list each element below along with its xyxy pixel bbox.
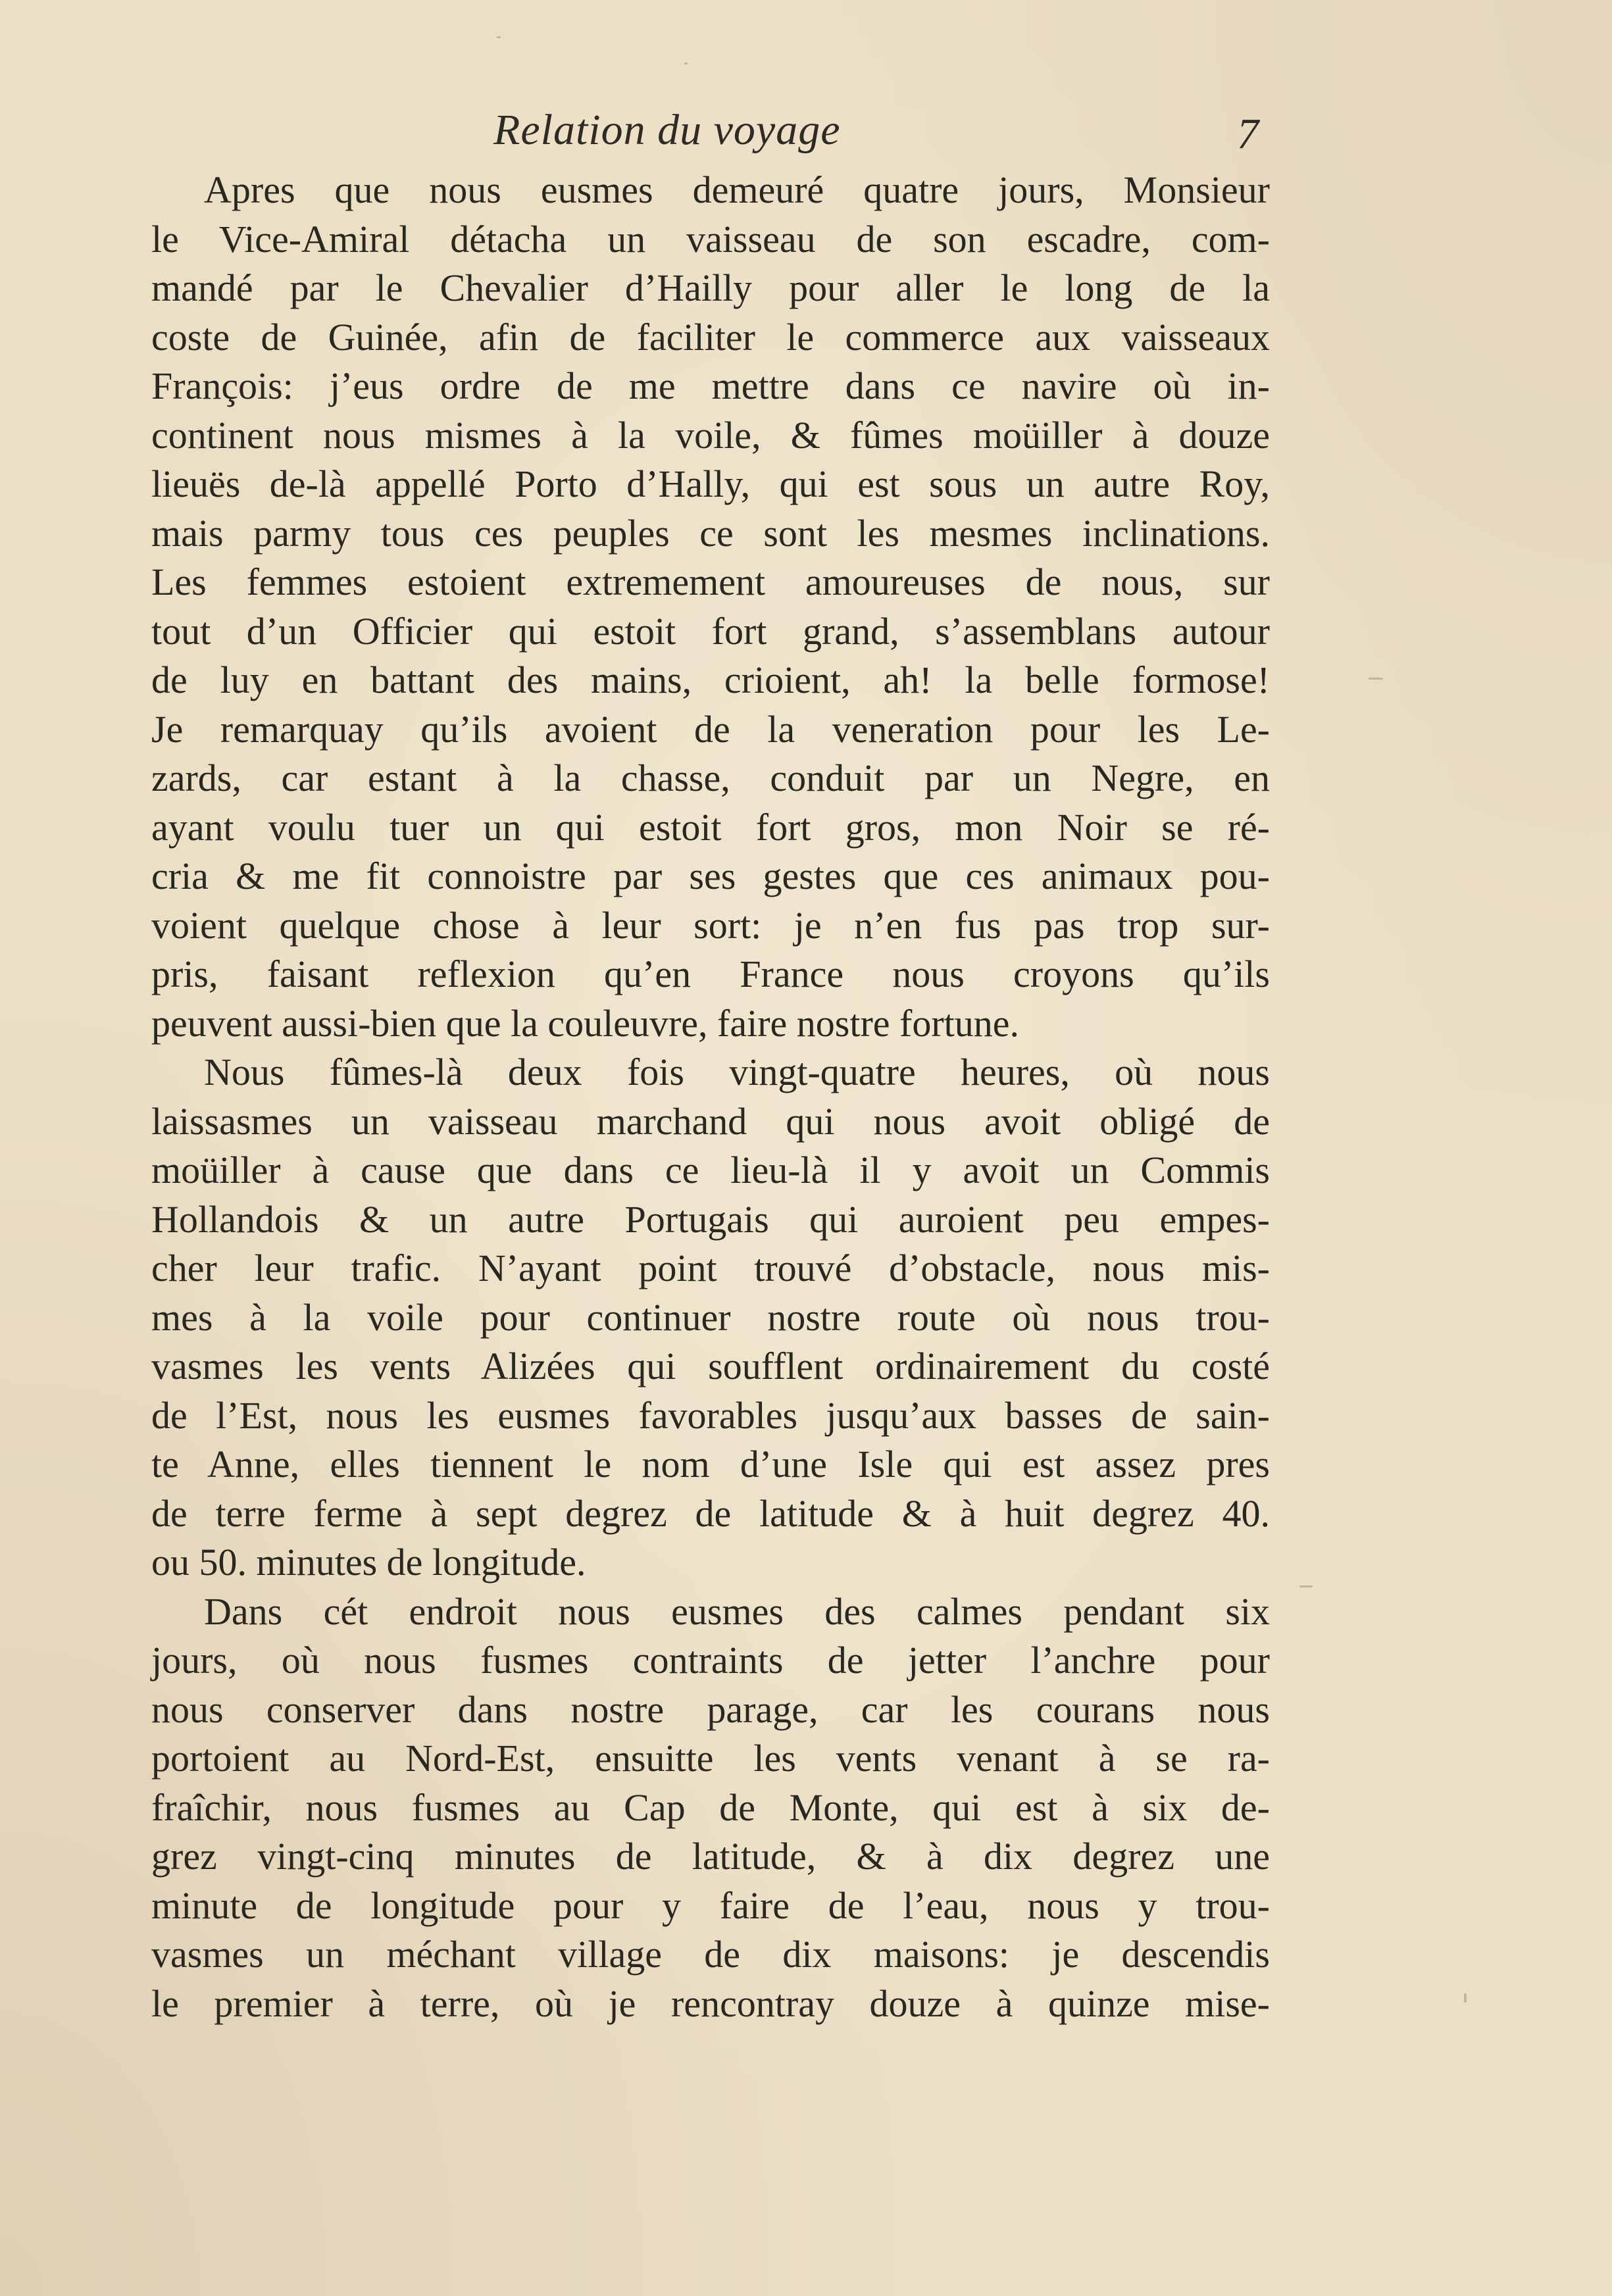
paper-speck [1299,1585,1313,1587]
text-line: pris, faisant reflexion qu’en France nous croyons qu’ils [151,953,1270,995]
text-line: minute de longitude pour y faire de l’eau, nous y trou- [151,1884,1270,1927]
text-line: voient quelque chose à leur sort: je n’en fus pas trop sur- [151,903,1270,947]
text-line: de terre ferme à sept degrez de latitude & à huit degrez 40. [151,1491,1270,1535]
text-line: moüiller à cause que dans ce lieu-là il y avoit un Commis [151,1149,1270,1191]
text-line: vasmes un méchant village de dix maisons: je descendis [151,1933,1270,1976]
text-line: tout d’un Officier qui estoit fort grand, s’assemblans autour [151,609,1270,653]
text-line: cria & me fit connoistre par ses gestes que ces animaux pou- [151,855,1270,897]
text-line: de luy en battant des mains, crioient, ah! la belle formose! [151,659,1270,701]
running-title: Relation du voyage [493,106,841,154]
text-line: cher leur trafic. N’ayant point trouvé d’obstacle, nous mis- [151,1247,1270,1289]
text-line: mes à la voile pour continuer nostre route où nous trou- [151,1295,1270,1339]
paper-speck [497,36,501,38]
text-line: Nous fûmes-là deux fois vingt-quatre heures, où nous [204,1051,1270,1093]
text-line: portoient au Nord-Est, ensuitte les vents venant à se ra- [151,1737,1270,1780]
text-line: fraîchir, nous fusmes au Cap de Monte, qui est à six de- [151,1785,1270,1829]
text-line: mais parmy tous ces peuples ce sont les mesmes inclinations. [151,511,1270,555]
paper-speck [1369,678,1383,680]
paper-speck [1464,1993,1467,2003]
text-line: te Anne, elles tiennent le nom d’une Isle qui est assez pres [151,1443,1270,1485]
text-line: François: j’eus ordre de me mettre dans ce navire où in- [151,364,1270,407]
text-line: Je remarquay qu’ils avoient de la veneration pour les Le- [151,707,1270,751]
text-line: nous conserver dans nostre parage, car les courans nous [151,1687,1270,1731]
text-line: lieuës de-là appellé Porto d’Hally, qui est sous un autre Roy, [151,462,1270,505]
text-line: continent nous mismes à la voile, & fûmes moüiller à douze [151,413,1270,457]
text-line: Apres que nous eusmes demeuré quatre jours, Monsieur [204,168,1270,211]
text-line: de l’Est, nous les eusmes favorables jusqu’aux basses de sain- [151,1393,1270,1437]
text-line: Hollandois & un autre Portugais qui auroient peu empes- [151,1197,1270,1241]
paper-speck [684,62,688,64]
text-line: ayant voulu tuer un qui estoit fort gros, mon Noir se ré- [151,805,1270,849]
text-line: zards, car estant à la chasse, conduit par un Negre, en [151,757,1270,799]
body-text [151,166,1270,2028]
text-line: jours, où nous fusmes contraints de jetter l’anchre pour [151,1639,1270,1682]
text-line: le premier à terre, où je rencontray douze à quinze mise- [151,1982,1270,2025]
text-line: coste de Guinée, afin de faciliter le commerce aux vaisseaux [151,315,1270,359]
text-line: Dans cét endroit nous eusmes des calmes pendant six [204,1589,1270,1633]
text-line: vasmes les vents Alizées qui soufflent ordinairement du costé [151,1345,1270,1387]
text-line: laissasmes un vaisseau marchand qui nous avoit obligé de [151,1099,1270,1143]
text-line: Les femmes estoient extremement amoureuses de nous, sur [151,561,1270,603]
text-line: le Vice-Amiral détacha un vaisseau de son escadre, com- [151,217,1270,261]
text-line: mandé par le Chevalier d’Hailly pour aller le long de la [151,266,1270,309]
page-number: 7 [1237,110,1259,158]
text-line: ou 50. minutes de longitude. [151,1541,586,1584]
running-head [151,105,1270,171]
text-line: grez vingt-cinq minutes de latitude, & à dix degrez une [151,1835,1270,1878]
text-line: peuvent aussi-bien que la couleuvre, faire nostre fortune. [151,1001,1019,1045]
